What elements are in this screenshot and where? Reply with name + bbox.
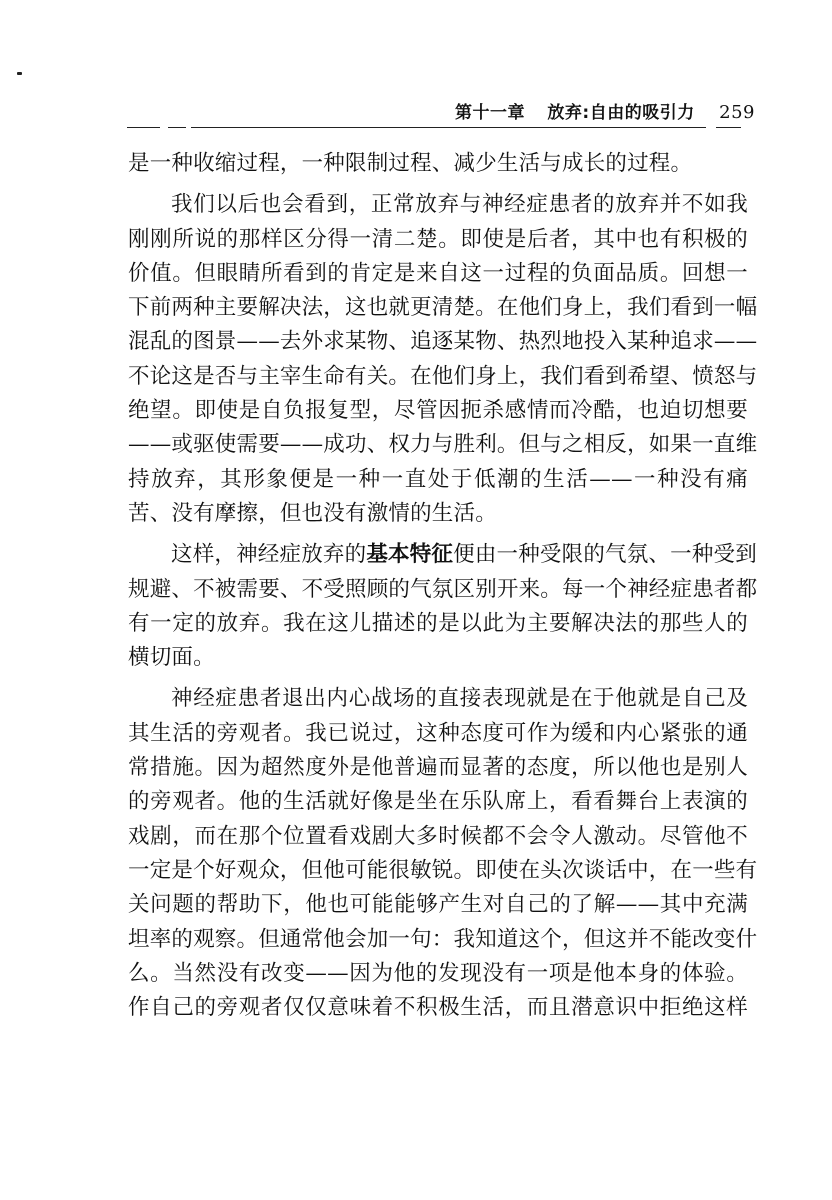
text-line: 的旁观者。他的生活就好像是坐在乐队席上，看看舞台上表演的	[128, 789, 748, 815]
text-line: 混乱的图景——去外求某物、追逐某物、热烈地投入某种追求——	[128, 329, 758, 355]
text-line: 关问题的帮助下，他也可能能够产生对自己的了解——其中充满	[128, 892, 748, 918]
header-rule-gap	[160, 124, 168, 130]
text-line: 么。当然没有改变——因为他的发现没有一项是他本身的体验。	[128, 960, 748, 986]
page-number: 259	[719, 102, 756, 123]
header-rule-gap	[186, 124, 191, 130]
text-line: 持放弃，其形象便是一种一直处于低潮的生活——一种没有痛	[128, 466, 748, 492]
scan-speck	[17, 72, 22, 75]
chapter-label: 第十一章	[455, 103, 525, 123]
text-line: 一定是个好观众，但他可能很敏锐。即使在头次谈话中，在一些有	[128, 857, 758, 883]
text-line: 神经症患者退出内心战场的直接表现就是在于他就是自己及	[171, 686, 748, 712]
text-line: 常措施。因为超然度外是他普遍而显著的态度，所以他也是别人	[128, 755, 748, 781]
text-line: 刚刚所说的那样区分得一清二楚。即使是后者，其中也有积极的	[128, 226, 748, 252]
text-line: 不论这是否与主宰生命有关。在他们身上，我们看到希望、愤怒与	[128, 363, 758, 389]
text-line	[128, 538, 757, 572]
text-line: 作自己的旁观者仅仅意味着不积极生活，而且潜意识中拒绝这样	[128, 995, 748, 1021]
text-line: 横切面。	[128, 645, 215, 671]
body-text	[128, 147, 758, 1025]
text-run: 这样，神经症放弃的	[171, 542, 367, 568]
text-line: 绝望。即使是自负报复型，尽管因扼杀感情而冷酷，也迫切想要	[128, 398, 748, 424]
text-line: 有一定的放弃。我在这儿描述的是以此为主要解决法的那些人的	[128, 610, 748, 636]
text-line: 是一种收缩过程，一种限制过程、减少生活与成长的过程。	[128, 151, 693, 176]
chapter-title: 放弃:自由的吸引力	[547, 103, 695, 123]
emphasis-term: 基本特征	[366, 542, 454, 568]
text-line: 其生活的旁观者。我已说过，这种态度可作为缓和内心紧张的通	[128, 720, 748, 746]
text-run: 便由一种受限的气氛、一种受到	[453, 542, 757, 568]
running-header	[455, 98, 755, 123]
text-line: 下前两种主要解决法，这也就更清楚。在他们身上，我们看到一幅	[128, 295, 758, 321]
text-line: 戏剧，而在那个位置看戏剧大多时候都不会令人激动。尽管他不	[128, 823, 748, 849]
text-line: 苦、没有摩擦，但也没有激情的生活。	[128, 500, 497, 526]
text-line: 我们以后也会看到，正常放弃与神经症患者的放弃并不如我	[171, 192, 748, 218]
text-line: 坦率的观察。但通常他会加一句：我知道这个，但这并不能改变什	[128, 926, 758, 952]
text-line: 价值。但眼睛所看到的肯定是来自这一过程的负面品质。回想一	[128, 260, 748, 286]
text-line: 规避、不被需要、不受照顾的气氛区别开来。每一个神经症患者都	[128, 576, 758, 602]
text-line: ——或驱使需要——成功、权力与胜利。但与之相反，如果一直维	[128, 432, 758, 458]
header-rule-gap	[706, 124, 716, 130]
header-rule	[127, 127, 741, 128]
